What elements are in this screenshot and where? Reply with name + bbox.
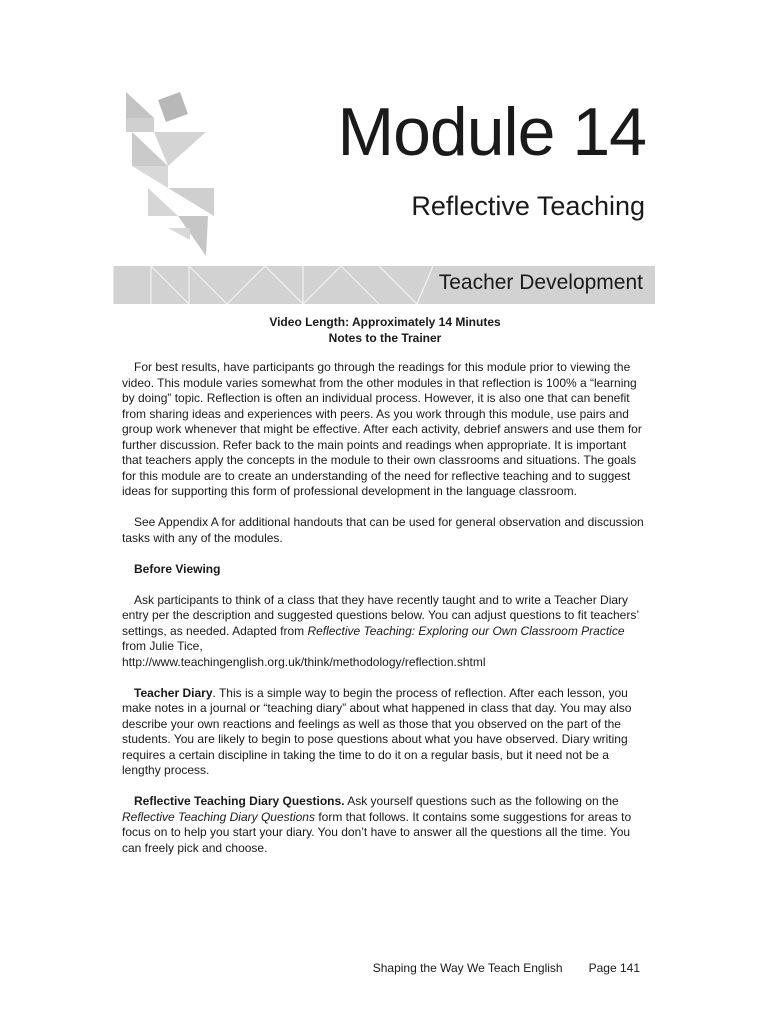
paragraph-teacher-diary [122,686,648,779]
p3-book-title: Reflective Teaching: Exploring our Own Classroom Practice [307,623,625,638]
p5-text-2: form that follows. It contains some suggestions for areas to focus on to help you start your diary. You don’t have to answer all the questions all the time. You can freely pick and choose. [122,809,632,855]
p3-author: from Julie Tice, [122,639,203,653]
paragraph-diary-questions [122,794,648,856]
body-text [122,360,648,872]
notes-label: Notes to the Trainer [328,330,442,345]
tangram-figure-icon [118,88,218,258]
section-band [113,266,655,304]
paragraph-intro: For best results, have participants go through the readings for this module prior to viewing the video. This module varies somewhat from the other modules in that reflection is 100% a “learning by doing” topic. Reflection is often an individual process. However, it is also one that can benefit from sharing ideas and experiences with peers. As you work through this module, use pairs and group work whenever that might be effective. After each activity, debrief answers and use them for further discussion. Refer back to the main points and readings when appropriate. It is important that teachers apply the concepts in the module to their own classrooms and situations. The goals for this module are to create an understanding of the need for reflective teaching and to suggest ideas for supporting this form of professional development in the language classroom. [122,360,642,498]
page-footer [373,961,640,975]
teacher-diary-term: Teacher Diary [134,685,213,700]
p5-form-title: Reflective Teaching Diary Questions [122,809,315,824]
paragraph-before-viewing [122,593,648,671]
band-label: Teacher Development [438,271,643,294]
before-viewing-heading: Before Viewing [134,561,221,576]
footer-page-number: Page 141 [588,961,640,975]
paragraph-appendix: See Appendix A for additional handouts that can be used for general observation and discussion tasks with any of the modules. [122,515,644,545]
module-subtitle: Reflective Teaching [411,191,645,221]
module-title: Module 14 [337,94,646,170]
p4-text: . This is a simple way to begin the process of reflection. After each lesson, you make notes in a journal or “teaching diary” about what happened in class that day. You may also describe your own reactions and feelings as well as those that you observed on the part of the students. You are likely to begin to pose questions about what you have observed. Diary writing requires a certain discipline in taking the time to do it on a regular basis, but it need not be a lengthy process. [122,685,632,777]
intro-heading [122,315,648,346]
p3-text: Ask participants to think of a class that they have recently taught and to write a Teacher Diary entry per the description and suggested questions below. You can adjust questions to fit teachers’ settings, as needed. Adapted from [122,592,639,638]
video-length: Video Length: Approximately 14 Minutes [269,315,501,329]
tangram-figure-logo [118,88,218,258]
diary-questions-term: Reflective Teaching Diary Questions. [134,794,345,808]
footer-book-title: Shaping the Way We Teach English [372,961,563,975]
p5-text-1: Ask yourself questions such as the following on the [344,794,619,808]
p3-url: http://www.teachingenglish.org.uk/think/methodology/reflection.shtml [122,654,486,669]
